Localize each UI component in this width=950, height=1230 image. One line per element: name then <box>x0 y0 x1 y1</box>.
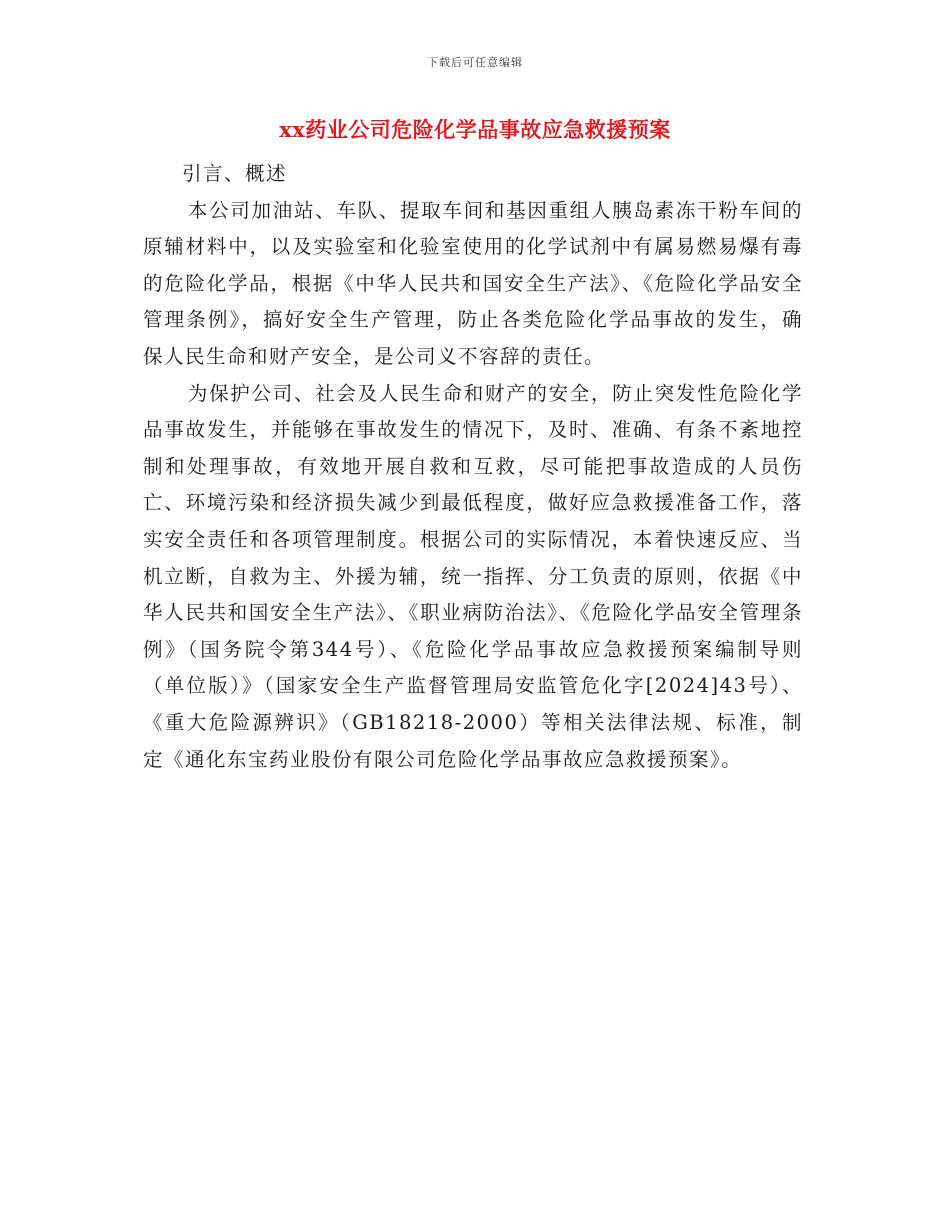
document-title: xx药业公司危险化学品事故应急救援预案 <box>279 117 671 142</box>
page-header-note: 下载后可任意编辑 <box>427 56 523 69</box>
document-body <box>143 156 803 778</box>
paragraph-2: 为保护公司、社会及人民生命和财产的安全，防止突发性危险化学品事故发生，并能够在事故发生的情况下，及时、准确、有条不紊地控制和处理事故，有效地开展自救和互救，尽可能把事故造成的人员伤亡、环境污染和经济损失减少到最低程度，做好应急救援准备工作，落实安全责任和各项管理制度。根据公司的实际情况，本着快速反应、当机立断，自救为主、外援为辅，统一指挥、分工负责的原则，依据《中华人民共和国安全生产法》、《职业病防治法》、《危险化学品安全管理条例》（国务院令第344号）、《危险化学品事故应急救援预案编制导则（单位版）》（国家安全生产监督管理局安监管危化字[2024]43号）、《重大危险源辨识》（GB18218-2000）等相关法律法规、标准，制定《通化东宝药业股份有限公司危险化学品事故应急救援预案》。 <box>143 381 803 771</box>
section-heading: 引言、概述 <box>182 162 288 185</box>
paragraph-1: 本公司加油站、车队、提取车间和基因重组人胰岛素冻干粉车间的原辅材料中，以及实验室和化验室使用的化学试剂中有属易燃易爆有毒的危险化学品，根据《中华人民共和国安全生产法》、《危险化学品安全管理条例》，搞好安全生产管理，防止各类危险化学品事故的发生，确保人民生命和财产安全，是公司义不容辞的责任。 <box>143 198 803 368</box>
